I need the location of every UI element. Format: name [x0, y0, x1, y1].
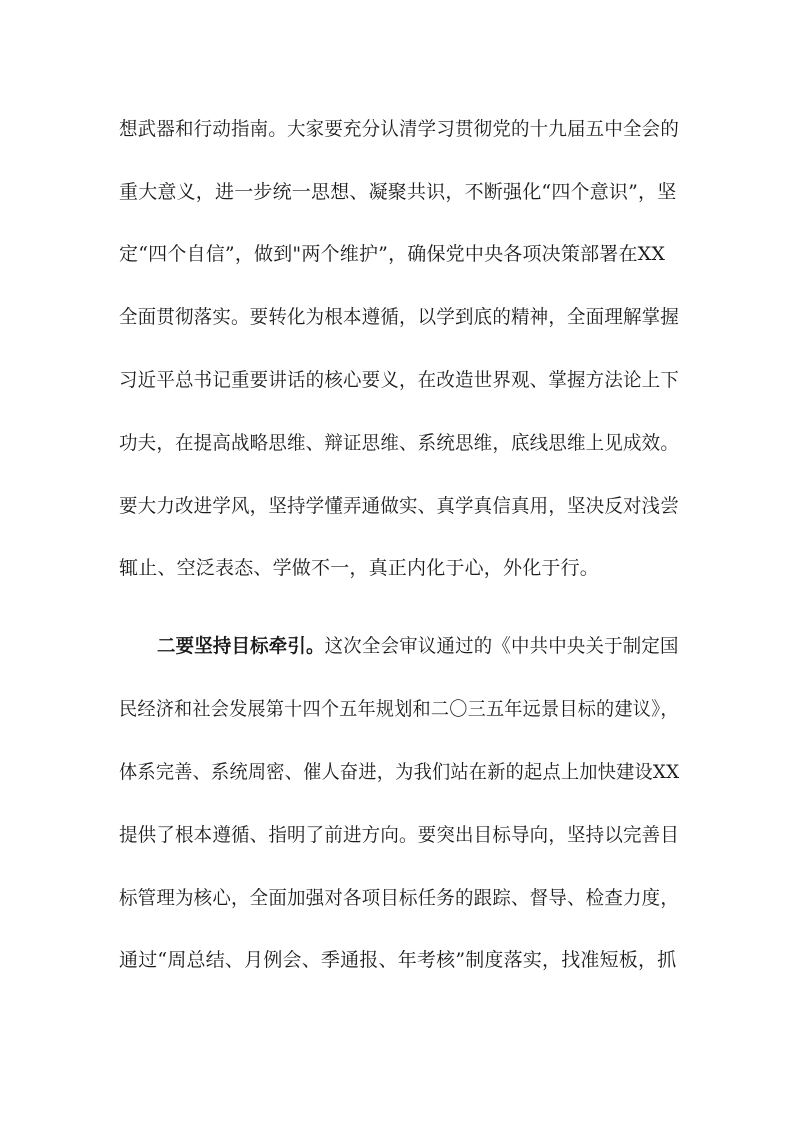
- paragraph-2-line-4: 提供了根本遵循、指明了前进方向。要突出目标导向，坚持以完善目: [119, 824, 680, 846]
- paragraph-2-heading: 二要坚持目标牵引。: [157, 635, 325, 657]
- paragraph-2-line-2: 民经济和社会发展第十四个五年规划和二〇三五年远景目标的建议》，: [119, 698, 679, 720]
- paragraph-2-line-1: [157, 635, 679, 657]
- paragraph-1-line-3: 定“四个自信”，做到"两个维护”，确保党中央各项决策部署在XX: [119, 243, 666, 265]
- paragraph-1-line-8: 辄止、空泛表态、学做不一，真正内化于心，外化于行。: [119, 557, 600, 579]
- paragraph-1-line-7: 要大力改进学风，坚持学懂弄通做实、真学真信真用，坚决反对浅尝: [119, 495, 680, 517]
- paragraph-2-line-5: 标管理为核心，全面加强对各项目标任务的跟踪、督导、检查力度，: [119, 887, 680, 909]
- paragraph-1-line-5: 习近平总书记重要讲话的核心要义，在改造世界观、掌握方法论上下: [119, 369, 680, 391]
- paragraph-1-line-4: 全面贯彻落实。要转化为根本遵循，以学到底的精神，全面理解掌握: [119, 306, 680, 328]
- paragraph-1-line-1: 想武器和行动指南。大家要充分认清学习贯彻党的十九届五中全会的: [119, 118, 680, 140]
- paragraph-2-line-6: 通过“周总结、月例会、季通报、年考核”制度落实，找准短板，抓: [119, 949, 677, 971]
- paragraph-2-line-1-text: 这次全会审议通过的《中共中央关于制定国: [324, 635, 679, 657]
- paragraph-1-line-6: 功夫，在提高战略思维、辩证思维、系统思维，底线思维上见成效。: [119, 432, 680, 454]
- paragraph-2-line-3: 体系完善、系统周密、催人奋进，为我们站在新的起点上加快建设XX: [119, 761, 680, 783]
- paragraph-1-line-2: 重大意义，进一步统一思想、凝聚共识，不断强化“四个意识”，坚: [119, 181, 677, 203]
